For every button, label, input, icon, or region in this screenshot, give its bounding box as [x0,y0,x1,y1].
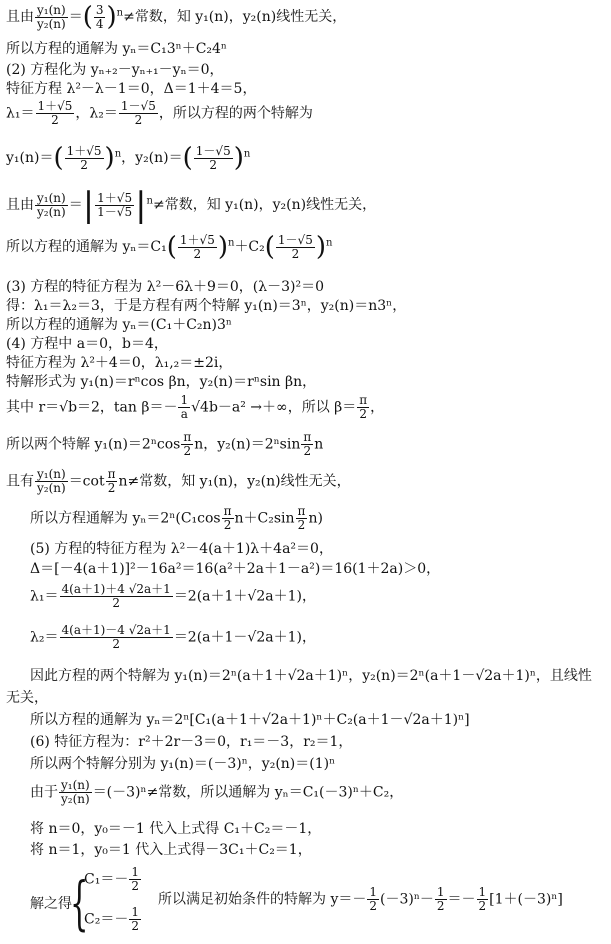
line-5 [6,100,313,127]
line-26: (6) 特征方程为：r²＋2r－3＝0，r₁＝－3，r₂＝1， [30,734,353,750]
numerator: π [107,467,116,481]
paren: ) [106,2,117,32]
fraction [95,192,134,219]
numerator: 1－√5 [120,99,156,113]
denominator: 2 [222,518,234,532]
numerator: 1＋√5 [66,143,102,158]
fraction [129,866,141,893]
numerator: 1 [478,885,487,899]
paren: ) [233,143,244,173]
line-22 [30,624,316,651]
line-12: (4) 方程中 a＝0，b＝4， [6,336,168,352]
numerator: y₁(n) [37,2,66,17]
fraction [36,100,75,127]
numerator: π [223,504,232,518]
line-25: 所以方程的通解为 yₙ＝2ⁿ[C₁(a＋1＋√2a＋1)ⁿ＋C₂(a＋1－√2a＋1)ⁿ] [30,712,470,728]
fraction [276,234,315,261]
fraction [35,468,68,495]
fraction [194,145,233,172]
numerator: 1＋√5 [97,190,133,205]
line-7: 且由 $\frac{\text{y₁(n)}}{\text{y₂(n)}}$ ＝| $\frac{1+√5}{1-√5}$ $|^n\ne$常数，知 y₁(n)，y₂(n)线性无关， [6,185,377,225]
line-23: 因此方程的两个特解为 y₁(n)＝2ⁿ(a＋1＋√2a＋1)ⁿ，y₂(n)＝2ⁿ(a＋1－√2a＋1)ⁿ，且线性 [30,668,592,684]
bracket: | [135,185,147,225]
denominator: y₂(n) [61,792,90,806]
line-10: 得：λ₁＝λ₂＝3，于是方程有两个特解 y₁(n)＝3ⁿ，y₂(n)＝n3ⁿ， [6,298,407,314]
text: n，y₂(n)＝2ⁿsin [194,436,301,453]
text: √4b－a² →＋∞，所以 β＝ [191,399,357,416]
line-24: 无关， [6,690,48,706]
numerator: 1＋√5 [179,232,215,247]
text: 所以方程的通解为 yₙ＝C₁ [6,239,167,255]
fraction [60,583,173,610]
line-19: (5) 方程的特征方程为 λ²－4(a＋1)λ＋4a²＝0， [30,541,333,557]
exponent: n [114,148,122,160]
fraction [178,394,190,421]
paren: ) [315,232,326,262]
text: n [314,436,324,453]
denominator: 4 [95,16,104,31]
denominator: 2 [106,481,118,495]
text: ，所以方程的两个特解为 [158,105,313,122]
numerator: y₁(n) [37,467,66,481]
fraction [181,431,193,458]
text: ＝2(a＋1＋√2a＋1)， [173,588,316,605]
line-6 [6,143,250,173]
numerator: 4(a＋1)＋4 √2a＋1 [61,582,171,596]
text: ，λ₂＝ [75,105,118,122]
text: ＝(－3)ⁿ≠常数，所以通解为 yₙ＝C₁(－3)ⁿ＋C₂， [92,784,404,801]
fraction [35,192,68,219]
line-2: 所以方程的通解为 yₙ＝C₁3ⁿ＋C₂4ⁿ [6,41,227,57]
line-27: 所以两个特解分别为 y₁(n)＝(－3)ⁿ，y₂(n)＝(1)ⁿ [30,756,336,772]
system-brace: { [70,869,89,937]
text: y₁(n)＝ [6,150,54,166]
paren: ( [166,232,177,262]
denominator: 2 [119,113,158,127]
fraction [435,886,447,913]
paren: ( [82,2,93,32]
numerator: π [183,430,192,444]
line-13: 特征方程为 λ²＋4＝0，λ₁,₂＝±2i， [6,355,233,371]
denominator: y₂(n) [37,16,66,31]
fraction [59,779,92,806]
fraction [301,431,313,458]
denominator: 2 [478,899,487,913]
fraction [296,505,308,532]
denominator: 2 [131,879,139,893]
denominator: 2 [178,247,217,261]
numerator: π [359,393,368,407]
line-20: Δ＝[－4(a＋1)]²－16a²＝16(a²＋2a＋1－a²)＝16(1＋2a)＞0， [30,561,441,577]
numerator: 1＋√5 [37,99,73,113]
denominator: 2 [276,247,315,261]
line-1: 且由 $\frac{\text{y₁(n)}}{\text{y₂(n)}}$ ＝( $\frac{3}{4}$ )$^n$≠常数，知 y₁(n)，y₂(n)线性无关， [6,2,347,32]
numerator: 1 [131,905,139,919]
bracket: | [82,185,95,225]
numerator: 1 [436,885,445,899]
text: ，y₂(n)＝ [121,150,183,166]
paren: ) [104,143,115,173]
exponent: n [146,195,153,207]
text: λ₁＝ [30,588,59,605]
line-28 [30,779,403,806]
fraction [106,468,118,495]
fraction [367,886,379,913]
line-18 [30,505,323,532]
fraction [119,100,158,127]
exponent: n [326,237,333,249]
denominator: 2 [65,158,104,172]
denominator: 2 [296,518,308,532]
paren: ) [217,232,228,262]
text: 所以满足初始条件的特解为 y＝－ [158,891,367,908]
numerator: 1 [369,885,377,899]
fraction [178,234,217,261]
denominator: a [178,407,190,421]
denominator: 2 [436,899,445,913]
fraction [65,145,104,172]
fraction [94,4,106,31]
text: n≠常数，知 y₁(n)，y₂(n)线性无关， [118,473,351,490]
denominator: 2 [60,637,173,651]
solve-label: 解之得 [30,896,72,912]
denominator: 2 [369,899,377,913]
denominator: 2 [181,444,193,458]
text: 由于 [30,784,58,801]
line-8 [6,232,332,262]
system-eq-2 [84,906,142,933]
line-11: 所以方程的通解为 yₙ＝(C₁＋C₂n)3ⁿ [6,317,232,333]
line-16 [6,431,323,458]
denominator: 2 [194,158,233,172]
text: [1＋(－3)ⁿ] [489,891,563,908]
fraction [129,906,141,933]
exponent: n [116,7,124,19]
text: 且有 [6,473,34,490]
line-29: 将 n＝0，y₀＝－1 代入上式得 C₁＋C₂＝－1， [30,821,322,837]
text: ≠常数，知 y₁(n)，y₂(n)线性无关， [123,9,347,25]
system-eq-1 [84,866,142,893]
numerator: y₁(n) [61,778,90,792]
numerator: π [303,430,312,444]
text: 所以方程通解为 yₙ＝2ⁿ(C₁cos [30,510,221,527]
text: ， [370,399,385,416]
numerator: 3 [95,2,104,17]
line-14: 特解形式为 y₁(n)＝rⁿcos βn，y₂(n)＝rⁿsin βn， [6,374,317,390]
fraction [35,4,68,31]
text: λ₁＝ [6,105,35,122]
denominator: 2 [36,113,75,127]
text: ＝－ [447,891,476,908]
denominator: 2 [60,596,173,610]
text: (－3)ⁿ－ [380,891,434,908]
text: ＋C₂ [234,239,265,255]
fraction [477,886,489,913]
line-21 [30,583,316,610]
text: ＝2(a＋1－√2a＋1)， [173,629,316,646]
line-15 [6,394,384,421]
paren: ( [182,143,193,173]
denominator: 2 [131,919,139,933]
text: 且由 [6,197,34,213]
numerator: 1－√5 [195,143,231,158]
text: 且由 [6,9,34,25]
numerator: π [297,504,306,518]
line-9: (3) 方程的特征方程为 λ²－6λ＋9＝0，(λ－3)²＝0 [6,279,325,295]
final-solution [158,886,563,913]
text: C₁＝－ [84,871,129,888]
text: 所以两个特解 y₁(n)＝2ⁿcos [6,436,181,453]
text: C₂＝－ [84,911,129,928]
numerator: 1 [131,865,139,879]
exponent: n [227,237,235,249]
denominator: y₂(n) [37,204,66,219]
text: λ₂＝ [30,629,59,646]
text: ＝cot [68,473,105,490]
fraction [222,505,234,532]
numerator: 4(a＋1)－4 √2a＋1 [61,623,171,637]
numerator: y₁(n) [37,190,66,205]
denominator: 2 [301,444,313,458]
paren: ( [53,143,64,173]
text: n＋C₂sin [234,510,295,527]
exponent: n [243,148,251,160]
fraction [60,624,173,651]
denominator: 1－√5 [97,204,133,219]
denominator: 2 [357,407,369,421]
numerator: 1－√5 [277,232,313,247]
line-4: 特征方程 λ²－λ－1＝0，Δ＝1＋4＝5， [6,81,257,97]
line-17 [6,468,351,495]
numerator: 1 [180,393,189,407]
text: n) [308,510,323,527]
line-30: 将 n＝1，y₀＝1 代入上式得－3C₁＋C₂＝1， [30,842,312,858]
line-3: (2) 方程化为 yₙ₊₂－yₙ₊₁－yₙ＝0， [6,62,224,78]
fraction [357,394,369,421]
text: ≠常数，知 y₁(n)，y₂(n)线性无关， [153,197,377,213]
paren: ( [264,232,275,262]
denominator: y₂(n) [37,481,66,495]
text: 其中 r＝√b＝2，tan β＝－ [6,399,178,416]
